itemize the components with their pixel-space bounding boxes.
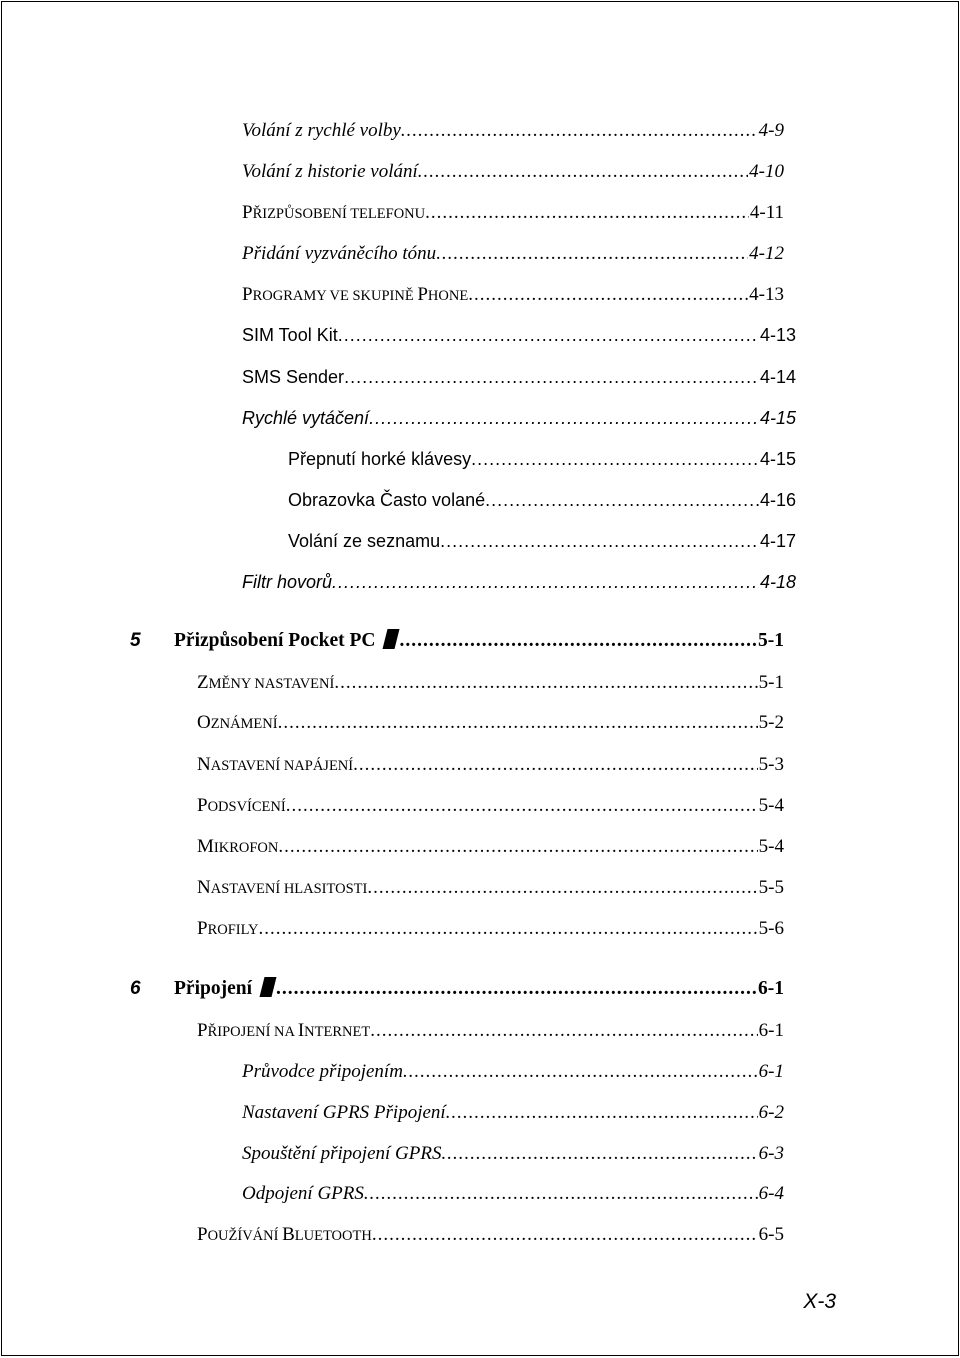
toc-entry[interactable] [242,283,784,308]
toc-entry-label: PROGRAMY VE SKUPINĚ PHONE [242,284,469,305]
toc-entry-label: SIM Tool Kit [242,325,338,345]
toc-entry[interactable] [197,671,784,696]
document-page [1,1,959,1356]
toc-chapter-label: Přizpůsobení Pocket PC [174,629,399,653]
toc-entry[interactable] [197,917,784,942]
toc-entry-label: Spouštění připojení GPRS [242,1143,442,1164]
toc-entry[interactable] [242,570,796,594]
dot-leader [278,711,758,735]
toc-page-number: 6-5 [758,1224,784,1245]
dot-leader [278,835,757,859]
toc-entry[interactable] [197,753,784,778]
dot-leader [436,242,748,266]
toc-entry[interactable] [242,365,796,389]
toc-entry-label: Obrazovka Často volané [288,490,486,510]
dot-leader [441,1142,757,1166]
toc-entry-label: PŘIZPŮSOBENÍ TELEFONU [242,202,426,223]
toc-page-number: 6-1 [758,978,784,999]
dot-leader [286,794,758,818]
toc-page-number: 4-18 [759,572,796,592]
toc-entry-label: Průvodce připojením [242,1061,403,1082]
toc-page-number: 4-15 [759,449,796,469]
toc-entry[interactable] [197,711,784,736]
toc-page-number: 5-5 [758,877,784,898]
toc-entry-label: OZNÁMENÍ [197,712,278,733]
dot-leader [334,671,757,695]
toc-page-number: 6-2 [758,1102,784,1123]
toc-entry-label: Volání z historie volání [242,161,418,182]
dot-leader [367,876,757,900]
toc-page-number: 6-4 [758,1183,784,1204]
toc-entry[interactable] [242,160,784,184]
toc-page-number: 6-1 [758,1020,784,1041]
toc-page-number: 5-6 [758,918,784,939]
dot-leader [425,201,749,225]
toc-entry-label: NASTAVENÍ NAPÁJENÍ [197,754,354,775]
toc-entry-label: Volání ze seznamu [288,531,441,551]
toc-page-number: 5-1 [758,630,784,651]
toc-page-number: 4-13 [759,325,796,345]
toc-page-number: 6-1 [758,1061,784,1082]
dot-leader [440,529,759,553]
toc-entry[interactable] [242,119,784,143]
toc-page-number: 4-16 [759,490,796,510]
toc-page-number: 4-17 [759,531,796,551]
toc-entry-label: Filtr hovorů [242,572,333,592]
toc-entry-label: PŘIPOJENÍ NA INTERNET [197,1020,371,1041]
toc-page-number: 4-15 [759,408,796,428]
toc-page-number: 5-1 [758,672,784,693]
chapter-marker-icon [260,977,277,997]
toc-entry[interactable] [242,406,796,430]
toc-entry-label: SMS Sender [242,367,345,387]
toc-entry-label: POUŽÍVÁNÍ BLUETOOTH [197,1224,372,1245]
dot-leader [485,488,759,512]
toc-page-number: 5-4 [758,836,784,857]
toc-entry-label: Rychlé vytáčení [242,408,370,428]
toc-page-number: 6-3 [758,1143,784,1164]
toc-entry-label: PROFILY [197,918,259,939]
dot-leader [399,629,757,653]
toc-entry[interactable] [288,529,796,553]
toc-entry[interactable] [242,1182,784,1206]
dot-leader [344,365,759,389]
dot-leader [372,1223,758,1247]
toc-chapter-entry[interactable] [174,629,784,653]
toc-entry[interactable] [197,876,784,901]
toc-entry-label: Nastavení GPRS Připojení [242,1102,446,1123]
dot-leader [370,1019,757,1043]
toc-page-number: 5-3 [758,754,784,775]
dot-leader [403,1060,758,1084]
page-footer-number: X-3 [803,1290,836,1313]
toc-entry[interactable] [242,1142,784,1166]
toc-entry-label: MIKROFON [197,836,279,857]
toc-entry[interactable] [242,201,784,226]
toc-page-number: 4-11 [749,202,784,223]
toc-entry-label: ZMĚNY NASTAVENÍ [197,672,335,693]
toc-entry-label: NASTAVENÍ HLASITOSTI [197,877,368,898]
dot-leader [338,323,759,347]
toc-page-number: 4-13 [749,284,784,305]
toc-entry[interactable] [242,323,796,347]
chapter-number: 6 [130,978,141,999]
toc-entry-label: PODSVÍCENÍ [197,795,286,816]
dot-leader [364,1182,758,1206]
dot-leader [446,1101,758,1125]
dot-leader [332,570,759,594]
dot-leader [418,160,748,184]
toc-entry-label: Přepnutí horké klávesy [288,449,472,469]
dot-leader [471,447,759,471]
dot-leader [276,977,757,1001]
toc-entry[interactable] [197,794,784,819]
toc-entry[interactable] [242,1101,784,1125]
toc-entry[interactable] [197,1223,784,1248]
chapter-marker-icon [383,629,400,649]
toc-entry[interactable] [197,835,784,860]
toc-page-number: 5-4 [758,795,784,816]
toc-entry[interactable] [242,242,784,266]
toc-entry-label: Volání z rychlé volby [242,120,401,141]
toc-entry[interactable] [288,447,796,471]
toc-entry-label: Přidání vyzváněcího tónu [242,243,437,264]
dot-leader [353,753,758,777]
chapter-number: 5 [130,630,141,651]
toc-entry-label: Odpojení GPRS [242,1183,364,1204]
toc-entry[interactable] [288,488,796,512]
dot-leader [401,119,758,143]
toc-page-number: 4-10 [749,161,784,182]
toc-entry[interactable] [242,1060,784,1084]
dot-leader [369,406,759,430]
toc-page-number: 5-2 [758,712,784,733]
dot-leader [259,917,758,941]
dot-leader [468,283,748,307]
toc-page-number: 4-12 [749,243,784,264]
toc-chapter-label: Připojení [174,977,276,1001]
toc-page-number: 4-9 [758,120,784,141]
toc-entry[interactable] [197,1019,784,1044]
toc-page-number: 4-14 [759,367,796,387]
toc-chapter-entry[interactable] [174,977,784,1001]
